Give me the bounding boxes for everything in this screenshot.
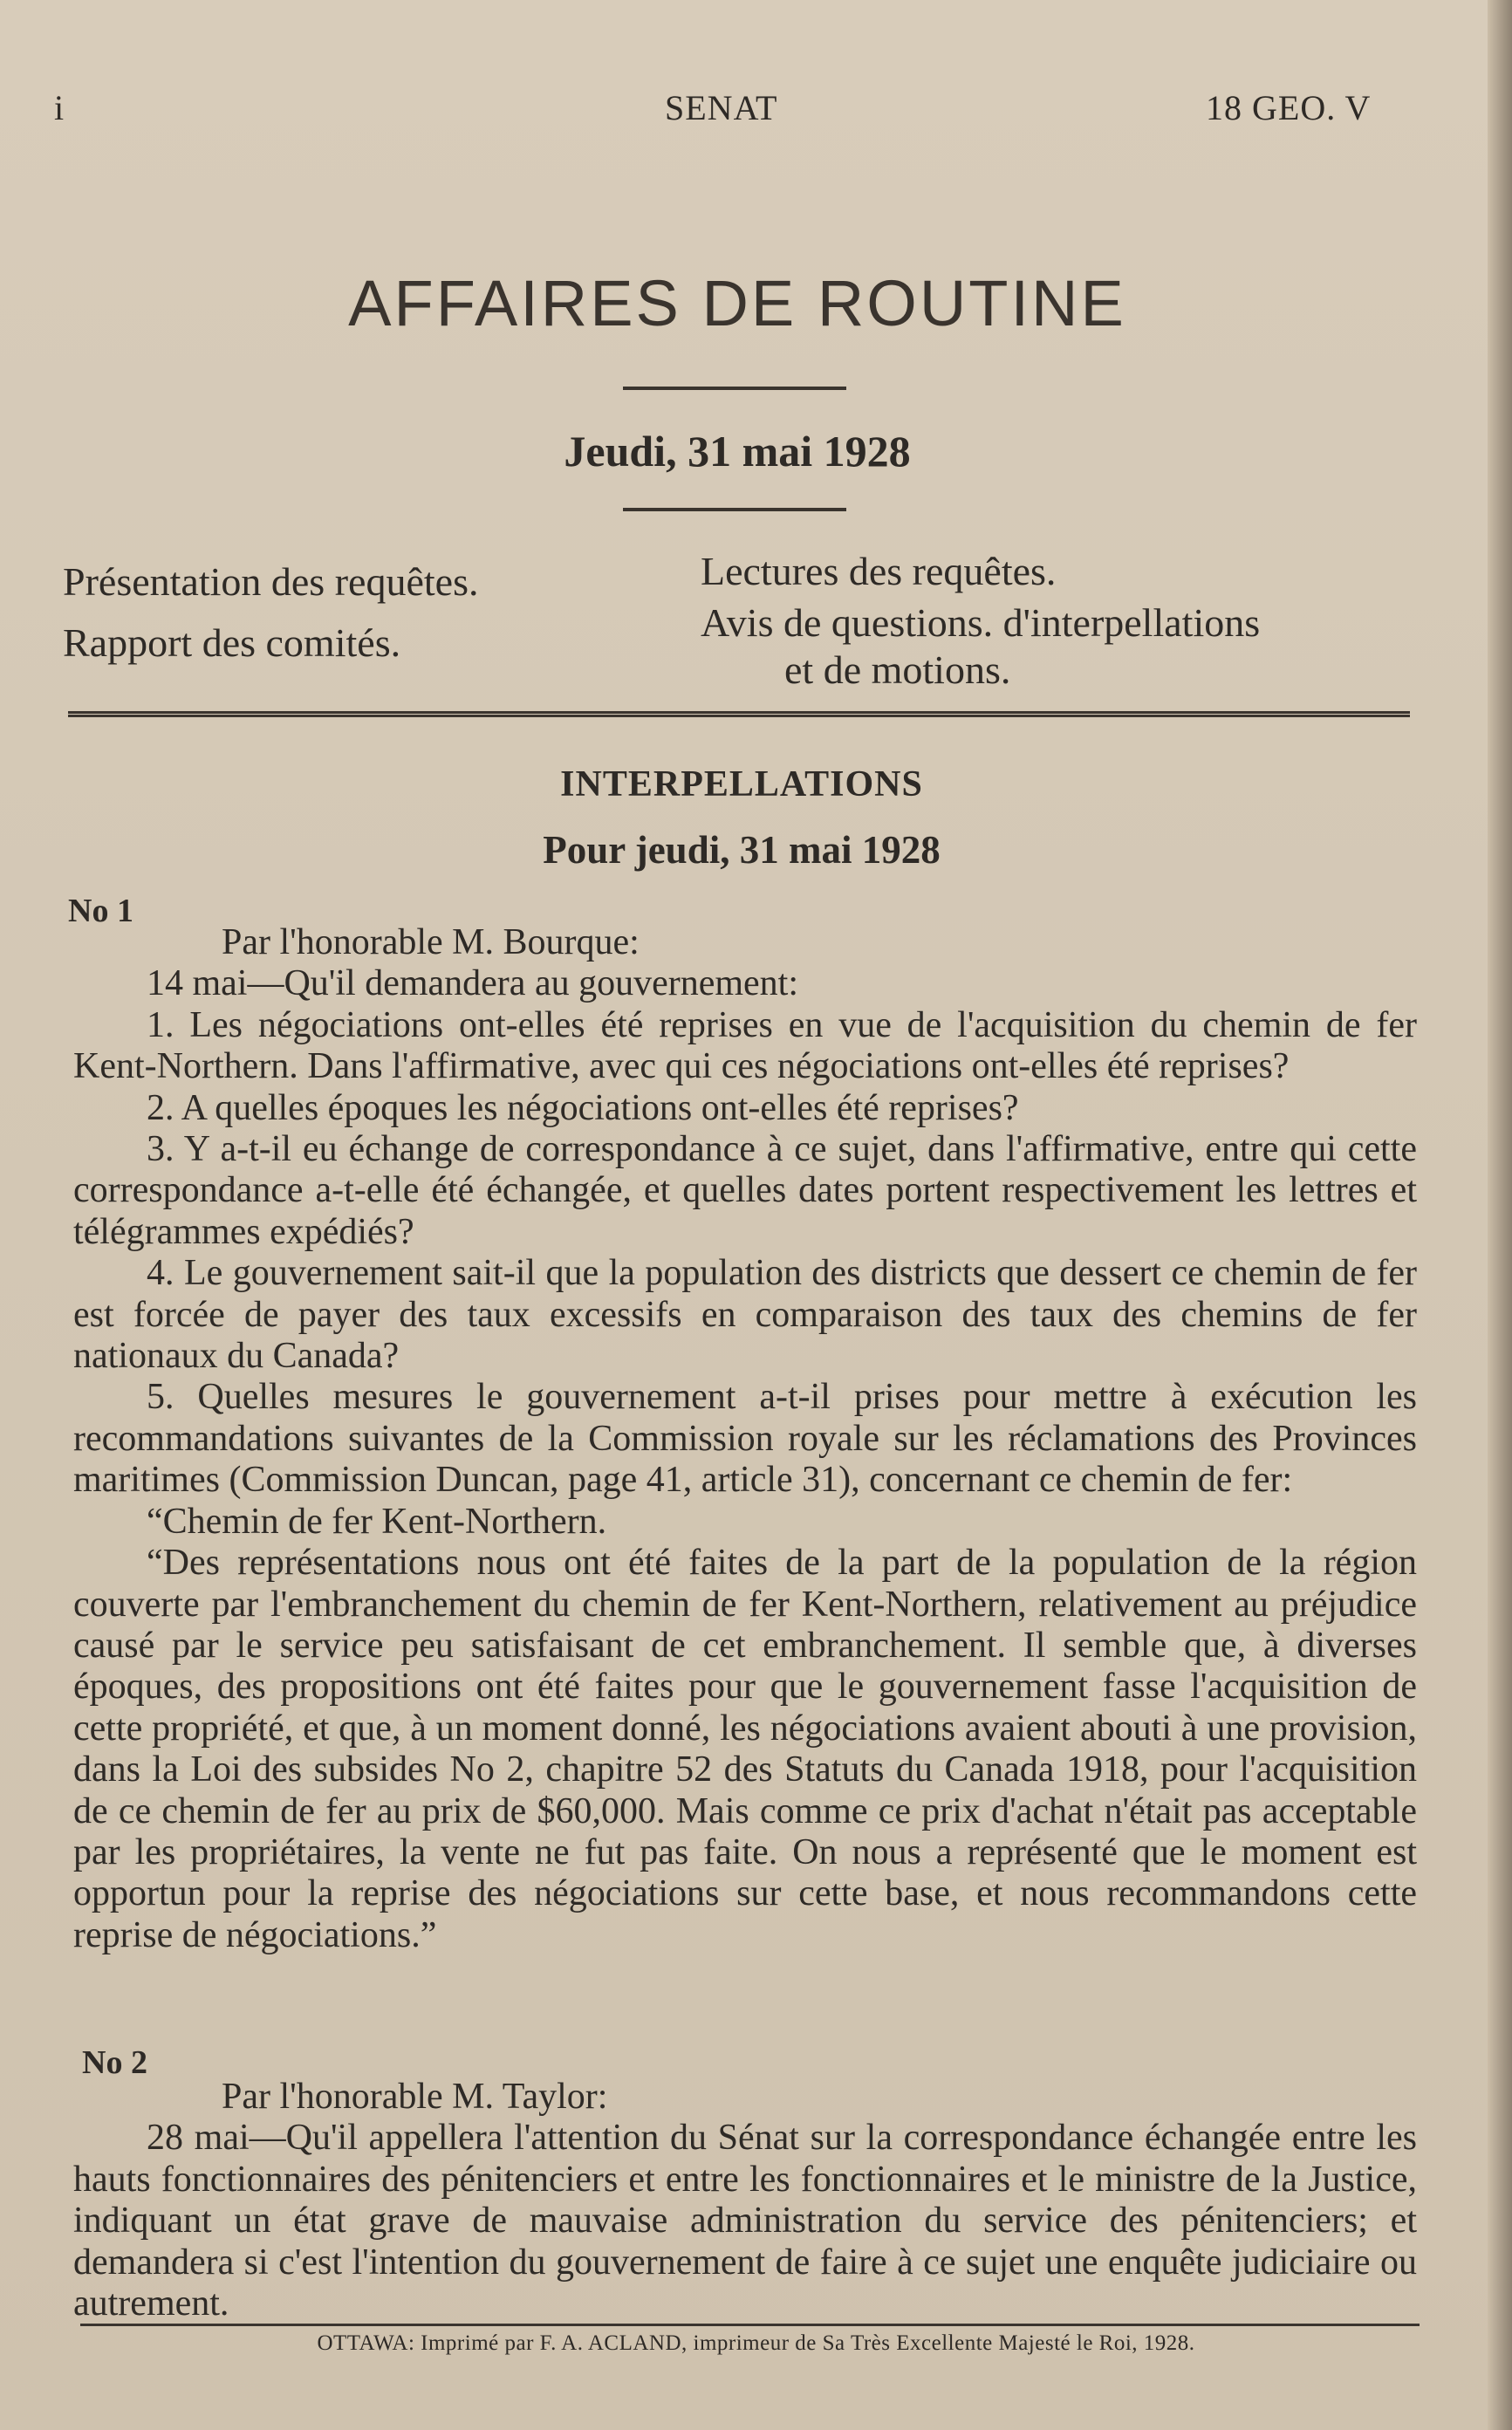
- routine-item: Présentation des requêtes.: [63, 559, 479, 604]
- question-paragraph: 28 mai—Qu'il appellera l'attention du Sénat sur la correspondance échangée entre les hauts fonctionnaires des pénitenciers et entre les fonctionnaires et le ministre de la Justice, indiquant un état grave de mauvaise administration du service des pénitenciers; et demandera si c'est l'intention du gouvernement de faire à ce sujet une enquête judiciaire ou autrement.: [73, 2118, 1417, 2324]
- footer-rule: [80, 2324, 1420, 2326]
- page-title: AFFAIRES DE ROUTINE: [348, 267, 1126, 339]
- title-rule-top: [623, 387, 846, 390]
- question-paragraph: 5. Quelles mesures le gouvernement a-t-il prises pour mettre à exécution les recommandations suivantes de la Commission royale sur les réclamations des Provinces maritimes (Commission Duncan, page 41, article 31), concernant ce chemin de fer:: [73, 1377, 1417, 1501]
- running-head-regnal-year: 18 GEO. V: [1206, 88, 1372, 127]
- question-paragraph: 3. Y a-t-il eu échange de correspondance à ce sujet, dans l'affirmative, entre qui cette correspondance a-t-elle été échangée, et quelles dates portent respectivement les lettres et télégrammes expédiés?: [73, 1129, 1417, 1252]
- section-title: INTERPELLATIONS: [560, 764, 923, 804]
- question-paragraph: 1. Les négociations ont-elles été reprises en vue de l'acquisition du chemin de fer Kent-Northern. Dans l'affirmative, avec qui ces négociations ont-elles été reprises?: [73, 1004, 1417, 1087]
- printer-imprint: OTTAWA: Imprimé par F. A. ACLAND, imprimeur de Sa Très Excellente Majesté le Roi, 1928.: [317, 2331, 1195, 2355]
- routine-left-column: [63, 551, 478, 674]
- page-edge-shadow: [1488, 0, 1512, 2430]
- section-subtitle: Pour jeudi, 31 mai 1928: [543, 828, 941, 872]
- question-paragraph: “Des représentations nous ont été faites de la part de la population de la région couverte par l'embranchement du chemin de fer Kent-Northern, relativement au préjudice causé par le service peu satisfaisant de cet embranchement. Il semble que, à diverses époques, des propositions ont été faites pour que le gouvernement fasse l'acquisition de cette propriété, et que, à un moment donné, les négociations avaient abouti à une provision, dans la Loi des subsides No 2, chapitre 52 des Statuts du Canada 1918, pour l'acquisition de ce chemin de fer au prix de $60,000. Mais comme ce prix d'achat n'était pas acceptable par les propriétaires, la vente ne fut pas faite. On nous a représenté que le moment est opportun pour la reprise des négociations sur cette base, et nous recommandons cette reprise de négociations.”: [73, 1543, 1417, 1955]
- question-paragraph: “Chemin de fer Kent-Northern.: [147, 1501, 607, 1542]
- question-1-body: [73, 922, 1417, 1956]
- page-number: i: [54, 88, 65, 127]
- section-divider: [68, 711, 1410, 717]
- routine-item: et de motions.: [784, 647, 1011, 692]
- question-author: Par l'honorable M. Taylor:: [222, 2077, 608, 2117]
- routine-item: Lectures des requêtes.: [701, 549, 1057, 593]
- routine-item: Avis de questions. d'interpellations: [701, 600, 1261, 645]
- sitting-date: Jeudi, 31 mai 1928: [564, 427, 911, 476]
- question-paragraph: 14 mai—Qu'il demandera au gouvernement:: [147, 963, 798, 1004]
- question-paragraph: 2. A quelles époques les négociations ont-elles été reprises?: [147, 1087, 1019, 1128]
- question-author: Par l'honorable M. Bourque:: [222, 922, 640, 962]
- routine-right-column: [701, 543, 1260, 694]
- routine-item: Rapport des comités.: [63, 620, 401, 665]
- question-paragraph: 4. Le gouvernement sait-il que la population des districts que dessert ce chemin de fer est forcée de payer des taux excessifs en comparaison des taux des chemins de fer nationaux du Canada?: [73, 1253, 1417, 1377]
- running-head-house: SENAT: [665, 88, 778, 127]
- question-number: No 1: [68, 893, 133, 929]
- question-2-body: [73, 2077, 1417, 2324]
- question-number: No 2: [82, 2044, 147, 2081]
- title-rule-bottom: [623, 508, 846, 511]
